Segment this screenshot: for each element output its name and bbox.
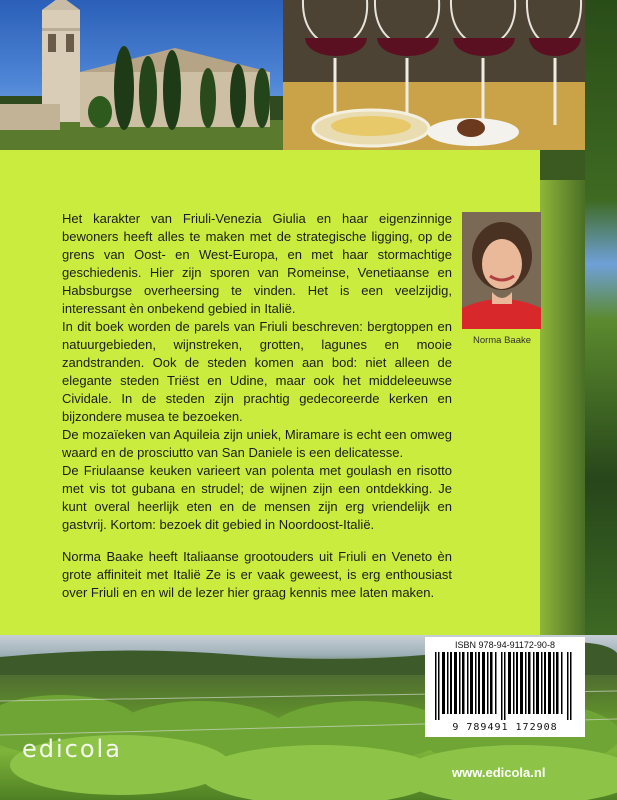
blurb-text — [62, 210, 452, 602]
wine-glasses-illustration — [283, 0, 585, 150]
blurb-paragraph: De mozaïeken van Aquileia zijn uniek, Miramare is echt een omweg waard en de prosciutto van San Daniele is een delicatesse. — [62, 427, 452, 460]
basilica-illustration — [0, 0, 283, 150]
panel-shadow-edge — [540, 180, 585, 635]
blurb-paragraph: De Friulaanse keuken varieert van polenta met goulash en risotto met vis tot gubana en strudel; de wijnen zijn een ontdekking. Je kunt overal heerlijk eten en de mensen zijn erg vriendelijk en gastvrij. Kortom: bezoek dit gebied in Noordoost-Italië. — [62, 463, 452, 532]
author-caption: Norma Baake — [472, 335, 532, 346]
barcode-icon — [435, 652, 575, 720]
author-bio-paragraph: Norma Baake heeft Italiaanse grootouders uit Friuli en Veneto èn grote affiniteit met Italië Ze is er vaak geweest, is erg enthousiast over Friuli en en wil de lezer hier graag kennis mee laten maken. — [62, 549, 452, 600]
author-portrait — [462, 212, 541, 329]
portrait-illustration — [462, 212, 541, 329]
blurb-paragraph: In dit boek worden de parels van Friuli beschreven: bergtoppen en natuurgebieden, wijnstreken, grotten, lagunes en mooie zandstranden. Ook de steden komen aan bod: niet alleen de elegante steden Triëst en Udine, maar ook het middeleeuwse Cividale. In de steden zijn prachtig gedecoreerde kerken en bijzondere musea te bezoeken. — [62, 319, 452, 424]
publisher-logo: edicola — [22, 735, 122, 763]
aquileia-basilica-photo — [0, 0, 283, 150]
isbn-label: ISBN 978-94-91172-90-8 — [455, 640, 555, 650]
wine-tasting-photo — [283, 0, 585, 150]
barcode-number: 9 789491 172908 — [452, 722, 558, 733]
blurb-paragraph: Het karakter van Friuli-Venezia Giulia en haar eigenzinnige bewoners heeft alles te maken met de strategische ligging, op de grens van Oost- en West-Europa, en met haar stormachtige geschiedenis. Hier zijn sporen van Romeinse, Venetiaanse en Habsburgse overheersing te vinden. Het is een veelzijdig, interessant èn onbekend gebied in Italië. — [62, 211, 452, 316]
publisher-website: www.edicola.nl — [452, 765, 546, 780]
barcode-box — [425, 637, 585, 737]
